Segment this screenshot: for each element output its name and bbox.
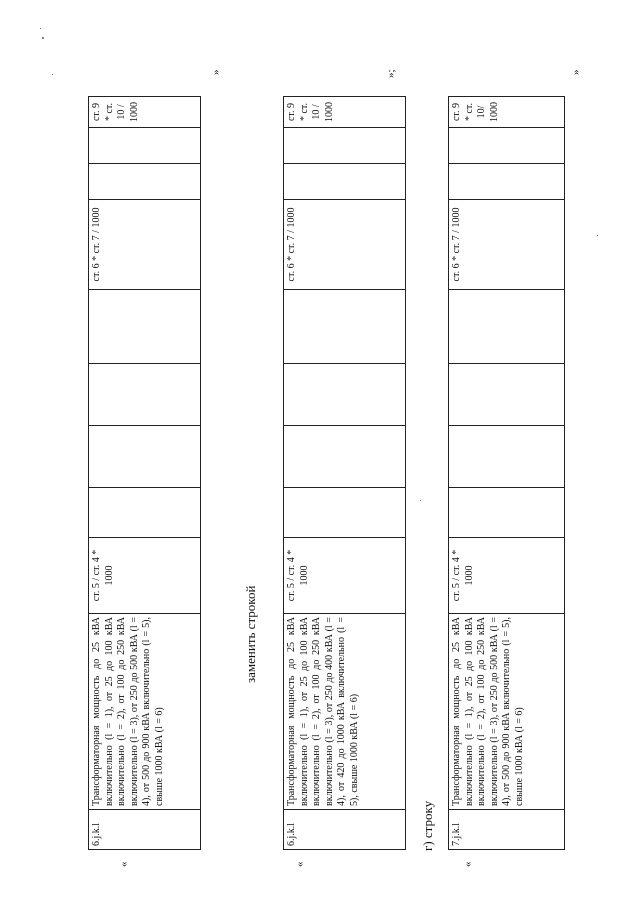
row-description: Трансформаторная мощность до 25 кВА включительно (l = 1), от 25 до 100 кВА включительно (l = 2), от 100 до 250 кВА включительно (l = 3), от 250 до 400 кВА (l = 4), от 420 до 1000 кВА включительно (l = 5), свыше 1000 кВА (l = 6) (284, 614, 406, 810)
empty-cell (284, 128, 406, 164)
formula-col10: ст. 9 * ст. 10 / 1000 (284, 97, 406, 128)
empty-cell (89, 364, 201, 426)
empty-cell (449, 164, 565, 200)
close-quote: » (210, 69, 222, 75)
table-original-row (88, 96, 201, 850)
empty-cell (89, 164, 201, 200)
table-row (449, 97, 565, 850)
close-quote-semicolon: »; (385, 69, 397, 78)
open-quote: « (118, 861, 130, 867)
row-number: 7.j.k.l (449, 810, 565, 850)
empty-cell (449, 128, 565, 164)
table-row (284, 97, 406, 850)
label-item-g: г) строку (420, 800, 435, 851)
open-quote: « (462, 861, 474, 867)
row-description: Трансформаторная мощность до 25 кВА включительно (l = 1), от 25 до 100 кВА включительно (l = 2), от 100 до 250 кВА включительно (l = 3), от 250 до 500 кВА (l = 4), от 500 до 900 кВА включительно (l = 5), свыше 1000 кВА (l = 6) (89, 614, 201, 810)
table-row-g (448, 96, 565, 850)
formula-col10: ст. 9 * ст. 10/ 1000 (449, 97, 565, 128)
formula-col7: ст. 6 * ст. 7 / 1000 (284, 200, 406, 290)
formula-col4: ст. 5 / ст. 4 * 1000 (449, 538, 565, 614)
empty-cell (89, 290, 201, 364)
row-number: 6.j.k.l (284, 810, 406, 850)
empty-cell (284, 364, 406, 426)
empty-cell (449, 364, 565, 426)
empty-cell (449, 488, 565, 538)
empty-cell (284, 164, 406, 200)
empty-cell (89, 488, 201, 538)
label-replace-with: заменить строкой (243, 585, 258, 683)
table-replacement-row (283, 96, 406, 850)
empty-cell (284, 290, 406, 364)
empty-cell (89, 426, 201, 488)
empty-cell (284, 426, 406, 488)
formula-col4: ст. 5 / ст. 4 * 1000 (89, 538, 201, 614)
formula-col7: ст. 6 * ст. 7 / 1000 (89, 200, 201, 290)
table-row (89, 97, 201, 850)
open-quote: « (294, 861, 306, 867)
formula-col10: ст. 9 * ст. 10 / 1000 (89, 97, 201, 128)
row-number: 6.j.k.l (89, 810, 201, 850)
row-description: Трансформаторная мощность до 25 кВА включительно (l = 1), от 25 до 100 кВА включительно (l = 2), от 100 до 250 кВА включительно (l = 3), от 250 до 500 кВА (l = 4), от 500 до 900 кВА включительно (l = 5), свыше 1000 кВА (l = 6) (449, 614, 565, 810)
formula-col7: ст. 6 * ст. 7 / 1000 (449, 200, 565, 290)
close-quote: » (570, 69, 582, 75)
empty-cell (449, 426, 565, 488)
empty-cell (284, 488, 406, 538)
formula-col4: ст. 5 / ст. 4 * 1000 (284, 538, 406, 614)
empty-cell (89, 128, 201, 164)
empty-cell (449, 290, 565, 364)
